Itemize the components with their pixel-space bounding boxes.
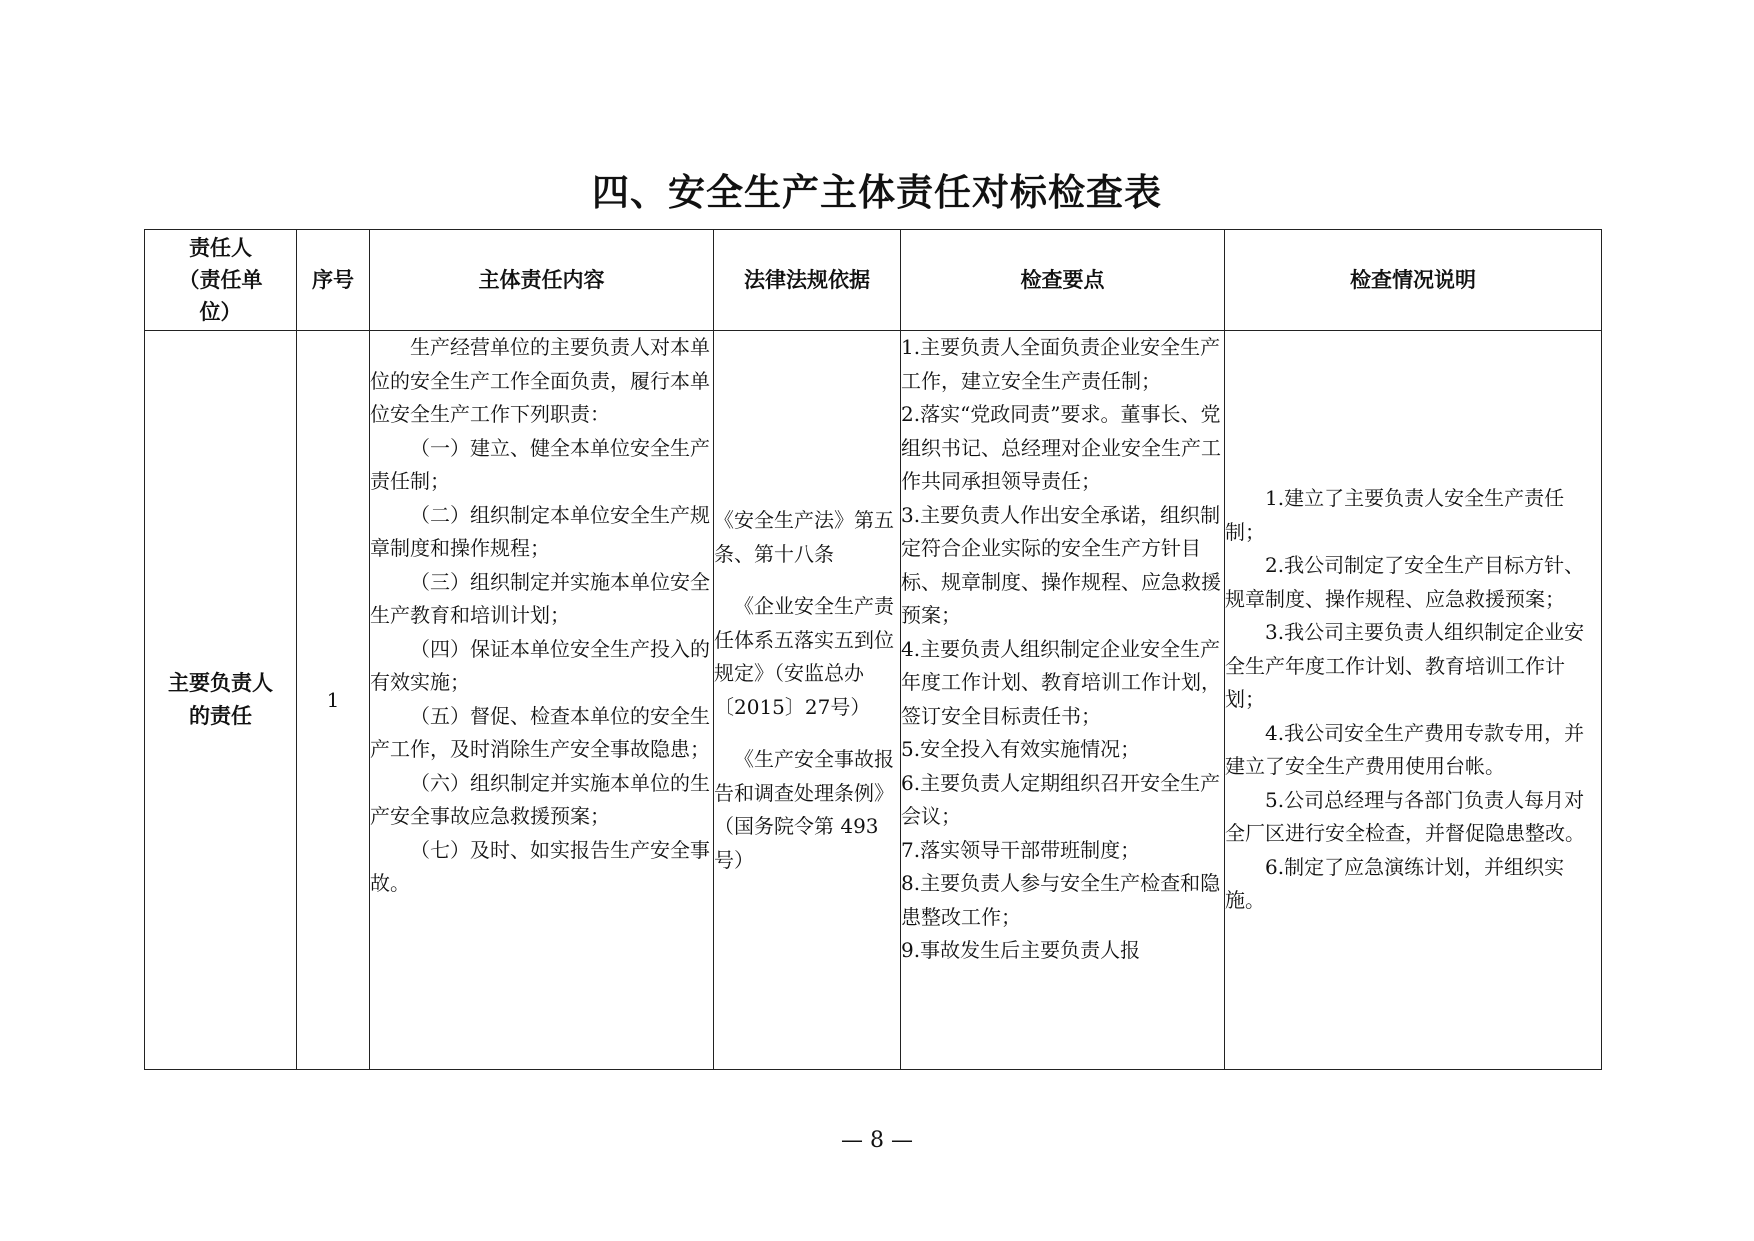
desc-paragraph: 4.我公司安全生产费用专款专用，并建立了安全生产费用使用台帐。 [1225, 720, 1585, 779]
header-responsible-line: （责任单 [178, 268, 263, 292]
desc-paragraph: 5.公司总经理与各部门负责人每月对全厂区进行安全检查，并督促隐患整改。 [1225, 787, 1585, 846]
header-responsible [145, 230, 297, 331]
law-cell [714, 331, 901, 1070]
page-title: 四、安全生产主体责任对标检查表 [592, 171, 1162, 214]
page-number: — 8 — [841, 1128, 913, 1153]
point-item: 7.落实领导干部带班制度； [901, 837, 1141, 862]
content-paragraph: （六）组织制定并实施本单位的生产安全事故应急救援预案； [370, 770, 710, 828]
point-item: 3.主要负责人作出安全承诺，组织制定符合企业实际的安全生产方针目标、规章制度、操作规程、应急救援预案； [901, 502, 1221, 627]
point-item: 5.安全投入有效实施情况； [901, 737, 1141, 761]
content-paragraph: （二）组织制定本单位安全生产规章制度和操作规程； [370, 502, 710, 560]
point-item: 4.主要负责人组织制定企业安全生产年度工作计划、教育培训工作计划，签订安全目标责任书； [901, 636, 1221, 728]
header-points: 检查要点 [901, 230, 1225, 331]
desc-paragraph: 1.建立了主要负责人安全生产责任制； [1225, 486, 1565, 544]
desc-paragraph: 2.我公司制定了安全生产目标方针、规章制度、操作规程、应急救援预案； [1225, 553, 1585, 611]
responsible-cell [145, 331, 297, 1070]
header-law: 法律法规依据 [714, 230, 901, 331]
desc-paragraph: 6.制定了应急演练计划，并组织实施。 [1225, 854, 1565, 913]
content-paragraph: （一）建立、健全本单位安全生产责任制； [370, 435, 710, 493]
content-paragraph: （七）及时、如实报告生产安全事故。 [370, 837, 710, 895]
point-item: 2.落实“党政同责”要求。董事长、党组织书记、总经理对企业安全生产工作共同承担领导责任； [901, 402, 1221, 493]
point-item: 6.主要负责人定期组织召开安全生产会议； [901, 770, 1221, 828]
law-paragraph: 《生产安全事故报告和调查处理条例》（国务院令第 493号） [714, 747, 894, 872]
header-seq: 序号 [297, 230, 370, 331]
desc-paragraph: 3.我公司主要负责人组织制定企业安全生产年度工作计划、教育培训工作计划； [1225, 620, 1585, 712]
law-paragraph: 《安全生产法》第五条、第十八条 [714, 508, 894, 566]
check-table [144, 229, 1602, 1070]
table-row [145, 331, 1602, 1070]
responsible-line: 的责任 [189, 704, 252, 728]
content-paragraph: （五）督促、检查本单位的安全生产工作，及时消除生产安全事故隐患； [370, 703, 710, 761]
point-item: 9.事故发生后主要负责人报 [901, 938, 1141, 962]
header-responsible-line: 位） [199, 300, 242, 324]
header-desc: 检查情况说明 [1225, 230, 1602, 331]
header-responsible-line: 责任人 [189, 236, 252, 260]
points-cell [901, 331, 1225, 1070]
point-item: 8.主要负责人参与安全生产检查和隐患整改工作； [901, 871, 1221, 929]
content-cell [370, 331, 714, 1070]
law-paragraph: 《企业安全生产责任体系五落实五到位规定》（安监总办〔2015〕27号） [714, 594, 894, 719]
seq-cell: 1 [297, 331, 370, 1070]
responsible-line: 主要负责人 [168, 671, 273, 695]
desc-cell [1225, 331, 1602, 1070]
point-item: 1.主要负责人全面负责企业安全生产工作，建立安全生产责任制； [901, 335, 1221, 393]
content-paragraph: （四）保证本单位安全生产投入的有效实施； [370, 636, 710, 694]
header-content: 主体责任内容 [370, 230, 714, 331]
header-row [145, 230, 1602, 331]
content-paragraph: 生产经营单位的主要负责人对本单位的安全生产工作全面负责，履行本单位安全生产工作下列职责： [370, 335, 710, 426]
content-paragraph: （三）组织制定并实施本单位安全生产教育和培训计划； [370, 569, 710, 627]
